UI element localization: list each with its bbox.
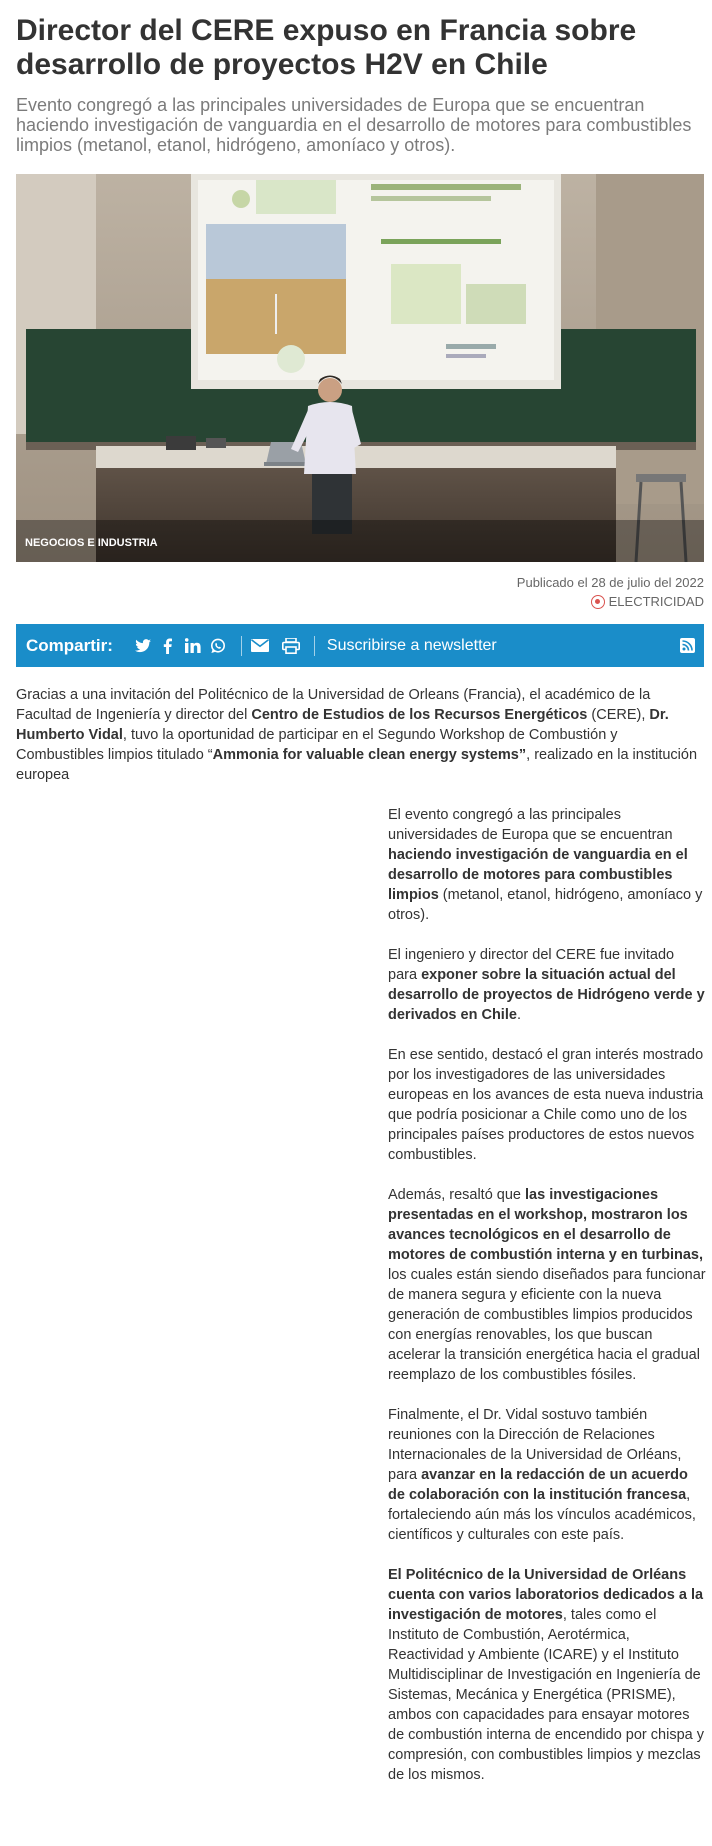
image-category-tag[interactable] <box>16 520 704 562</box>
category-link[interactable] <box>591 594 704 609</box>
text-run-bold: avanzar en la redacción de un acuerdo de colaboración con la institución francesa <box>388 1467 688 1503</box>
hero-image <box>16 174 704 562</box>
article-title: Director del CERE expuso en Francia sobre desarrollo de proyectos H2V en Chile <box>16 14 637 81</box>
text-run: Gracias a una invitación del Politécnico de la Universidad de Orleans (Francia), el académico de la Facultad de Ingeniería y director del <box>16 687 651 723</box>
mail-icon[interactable] <box>250 636 270 656</box>
text-run: El ingeniero y director del CERE fue invitado para <box>388 947 675 983</box>
text-run: , tuvo la oportunidad de participar en el Segundo Workshop de Combustión y Combustibles limpios titulado “ <box>16 727 618 763</box>
share-divider <box>241 636 242 656</box>
image-category-tag-label: NEGOCIOS E INDUSTRIA <box>25 537 158 549</box>
category-label: ELECTRICIDAD <box>608 594 704 609</box>
text-run-bold: El Politécnico de la Universidad de Orléans cuenta con varios laboratorios dedicados a la investigación de motores <box>388 1567 704 1623</box>
text-run: Además, resaltó que <box>388 1187 526 1203</box>
newsletter-link[interactable]: Suscribirse a newsletter <box>326 636 497 654</box>
share-label: Compartir: <box>26 635 113 655</box>
text-run: (metanol, etanol, hidrógeno, amoníaco y otros). <box>388 887 703 923</box>
article-body <box>16 805 706 1845</box>
intro-paragraph <box>16 685 706 785</box>
text-run: , tales como el Instituto de Combustión, Aerotérmica, Reactividad y Ambiente (ICARE) y el Instituto Multidisciplinar de Investigación en Ingeniería de Sistemas, Mecánica y Energética (PRISME), ambos con capacidades para ensayar motores de combustión interna de encendido por chispa y compresión, con combustibles limpios y mezclas de los mismos. <box>388 1607 704 1783</box>
share-divider <box>314 636 315 656</box>
text-run: El evento congregó a las principales universidades de Europa que se encuentran <box>388 807 673 843</box>
text-run: , fortaleciendo aún más los vínculos académicos, científicos y culturales con este país. <box>388 1487 696 1543</box>
rss-icon[interactable] <box>680 638 695 653</box>
whatsapp-icon[interactable] <box>208 636 228 656</box>
text-run: . <box>516 1007 521 1023</box>
text-run: (CERE), <box>587 707 650 723</box>
lecture-photo <box>16 174 704 562</box>
linkedin-icon[interactable] <box>183 636 203 656</box>
share-bar <box>16 624 704 667</box>
print-icon[interactable] <box>281 636 301 656</box>
facebook-icon[interactable] <box>158 636 178 656</box>
target-icon <box>591 595 605 609</box>
text-run-bold: exponer sobre la situación actual del desarrollo de proyectos de Hidrógeno verde y derivados en Chile <box>388 967 705 1023</box>
text-run-bold: Dr. Humberto Vidal <box>16 707 669 743</box>
text-run: En ese sentido, destacó el gran interés mostrado por los investigadores de las universidades europeas en los avances de esta nueva industria que podría posicionar a Chile como uno de los principales países productores de estos nuevos combustibles. <box>388 1047 704 1163</box>
text-run-bold: las investigaciones presentadas en el workshop, mostraron los avances tecnológicos en el desarrollo de motores de combustión interna y en turbinas, <box>388 1187 704 1263</box>
text-run-bold: Ammonia for valuable clean energy systems” <box>212 747 527 763</box>
text-run: Finalmente, el Dr. Vidal sostuvo también reuniones con la Dirección de Relaciones Internacionales de la Universidad de Orléans, para <box>388 1407 682 1483</box>
text-run-bold: Centro de Estudios de los Recursos Energéticos <box>251 707 588 723</box>
article-subtitle: Evento congregó a las principales universidades de Europa que se encuentran haciendo investigación de vanguardia en el desarrollo de motores para combustibles limpios (metanol, etanol, hidrógeno, amoníaco y otros). <box>16 95 692 155</box>
twitter-icon[interactable] <box>133 636 153 656</box>
text-run-bold: haciendo investigación de vanguardia en el desarrollo de motores para combustibles limpios <box>388 847 688 903</box>
empty-media-space <box>16 805 388 1805</box>
text-run: , realizado en la institución europea <box>16 747 698 783</box>
text-run: los cuales están siendo diseñados para funcionar de manera segura y eficiente con la nueva generación de combustibles limpios producidos con energías renovables, los que buscan acelerar la transición energética hacia el gradual reemplazo de los combustibles fósiles. <box>388 1267 706 1383</box>
published-date: Publicado el 28 de julio del 2022 <box>516 575 704 590</box>
